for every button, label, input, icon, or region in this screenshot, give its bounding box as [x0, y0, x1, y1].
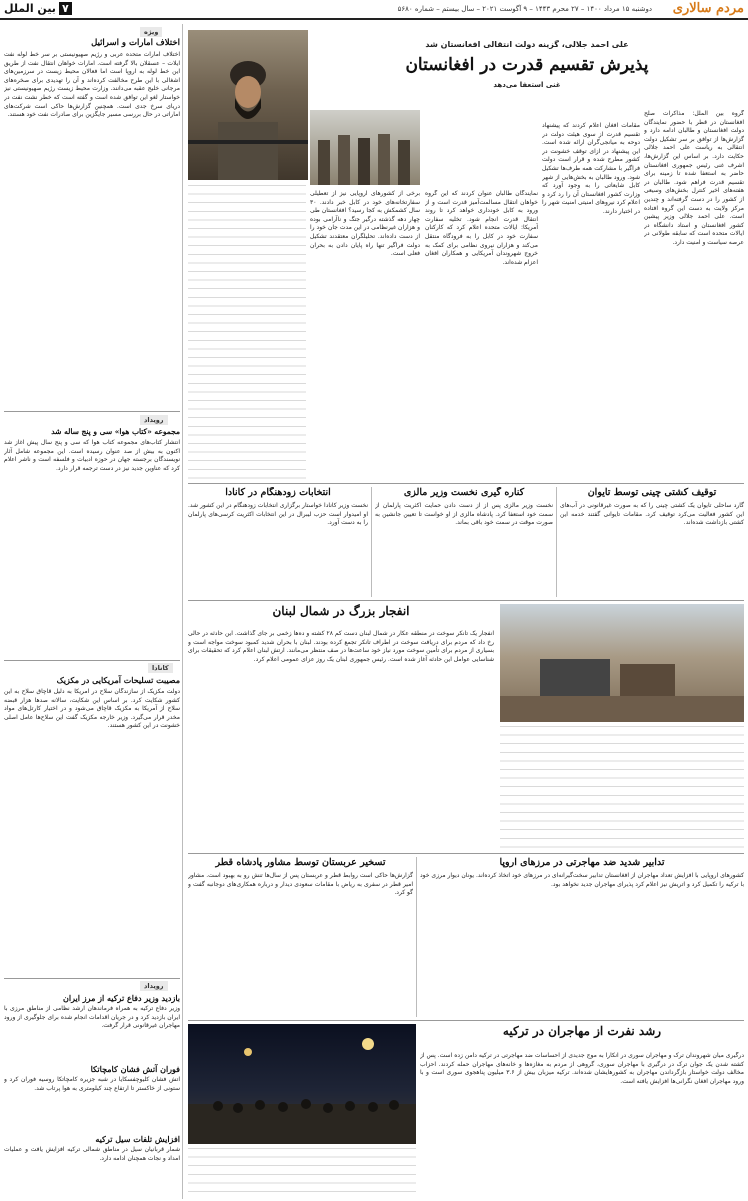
- divider: [188, 1020, 744, 1021]
- story-title: کناره گیری نخست وزیر مالزی: [403, 487, 525, 498]
- story-title: فوران آتش فشان کامچاتکا: [90, 1064, 180, 1074]
- story-text: انتشار کتاب‌های مجموعه کتاب هوا که سی و پنج سال پیش آغاز شد اکنون به بیش از صد عنوان رسیده است. این مجموعه شامل آثار نویسندگان برجسته جهان در حوزه ادبیات و فلسفه است و ناشر اعلام کرد که عناوین جدید نیز در دست ترجمه قرار دارد.: [4, 439, 180, 472]
- story-text: شمار قربانیان سیل در مناطق شمالی ترکیه افزایش یافت و عملیات امداد و نجات همچنان ادامه دارد.: [4, 1146, 180, 1162]
- lead-header: [312, 40, 742, 120]
- story-title: افزایش تلفات سیل ترکیه: [95, 1134, 180, 1144]
- sidebar-story-1: [4, 38, 180, 408]
- story-title: مجموعه «کتاب هوا» سی و پنج ساله شد: [51, 427, 180, 436]
- lebanon-header: [188, 604, 494, 626]
- divider: [188, 853, 744, 854]
- story-text: کشورهای اروپایی با افزایش تعداد مهاجران از افغانستان تدابیر سخت‌گیرانه‌ای در مرزهای خود اتخاذ کرده‌اند. یونان دیوار مرزی خود با ترکیه را تکمیل کرد و اتریش نیز اعلام کرد پذیرای مهاجران جدید نخواهد بود.: [420, 872, 744, 888]
- turkey-headline: رشد نفرت از مهاجران در ترکیه: [502, 1024, 662, 1038]
- divider: [4, 660, 180, 661]
- lebanon-headline: انفجار بزرگ در شمال لبنان: [272, 604, 410, 618]
- lead-col-5: [188, 185, 306, 480]
- story-text: آتش فشان کلیوچفسکایا در شبه جزیره کامچاتکا روسیه فوران کرد و ستونی از خاکستر تا ارتفاع چند کیلومتری به هوا پرتاب شد.: [4, 1076, 180, 1092]
- story-text: گزارش‌ها حاکی است روابط قطر و عربستان پس از سال‌ها تنش رو به بهبود است. مشاور امیر قطر در سفری به ریاض با مقامات سعودی دیدار و درباره همکاری‌های دوجانبه گفت و گو کرد.: [188, 872, 413, 897]
- lead-photo-2: [310, 110, 420, 185]
- sidebar-story-2: [4, 427, 180, 657]
- story-title: تسخیر عربستان توسط مشاور پادشاه قطر: [215, 857, 386, 868]
- taiwan-story: [560, 487, 744, 597]
- story-text: گارد ساحلی تایوان یک کشتی چینی را که به صورت غیرقانونی در آب‌های این کشور فعالیت می‌کرد توقیف کرد. مقامات تایوانی گفتند خدمه این کشتی بازداشت شده‌اند.: [560, 502, 744, 527]
- turkey-header: [420, 1024, 744, 1048]
- europe-migration-story: [420, 857, 744, 1017]
- malaysia-story: [375, 487, 553, 597]
- fighter-image: [188, 30, 308, 180]
- divider: [556, 487, 557, 597]
- explosion-site-image: [500, 604, 744, 722]
- lead-byline: غنی استعفا می‌دهد: [493, 81, 561, 89]
- sidebar-tag: ویژه: [140, 27, 162, 37]
- story-text: نخست وزیر مالزی پس از از دست دادن حمایت اکثریت پارلمان از سمت خود استعفا کرد. پادشاه مالزی از او خواست تا تعیین جانشین به صورت موقت در سمت خود باقی بماند.: [375, 502, 553, 527]
- crowd-image: [310, 110, 420, 185]
- newspaper-logo: مردم سالاری: [672, 1, 744, 16]
- sidebar-story-4: [4, 993, 180, 1061]
- sidebar-story-5: [4, 1064, 180, 1132]
- lead-kicker: علی احمد جلالی، گزینه دولت انتقالی افغانستان شد: [425, 40, 629, 49]
- story-text: اختلاف امارات متحده عربی و رژیم صهیونیستی بر سر خط لوله نفت ایلات – عسقلان بالا گرفته است. امارات خواهان انتقال نفت از طریق این خط لوله به اروپا است اما فعالان محیط زیست در سرزمین‌های اشغالی با این طرح مخالفت کرده‌اند و آن را تهدیدی برای صخره‌های مرجانی خلیج عقبه می‌دانند. وزارت محیط زیست رژیم صهیونیستی نیز خواستار لغو این توافق شده است و گفته است که خطر نشت نفت در دریای سرخ جدی است. همچنین گزارش‌ها حاکی است شرکت‌های اماراتی در حال بررسی مسیر جایگزین برای صادرات نفت خود هستند.: [4, 51, 180, 119]
- lead-headline: پذیرش تقسیم قدرت در افغانستان: [405, 55, 649, 75]
- lead-col-4: برخی از کشورهای اروپایی نیز از تعطیلی سفارتخانه‌های خود در کابل خبر دادند. ۳۰ سال کشمکش به کجا رسید؟ افغانستان طی چهار دهه گذشته درگیر جنگ و ناآرامی بوده و هزاران غیرنظامی در این مدت جان خود را از دست داده‌اند. تحلیلگران معتقدند تشکیل دولت فراگیر تنها راه پایان دادن به بحران فعلی است.: [310, 190, 420, 258]
- masthead: [0, 0, 748, 20]
- divider: [188, 483, 744, 484]
- story-title: انتخابات زودهنگام در کانادا: [225, 487, 331, 498]
- lead-col-3: نمایندگان طالبان عنوان کردند که این گروه خواهان انتقال مسالمت‌آمیز قدرت است و از ورود به کابل خودداری خواهد کرد تا روند انتقال قدرت انجام شود. تخلیه سفارت آمریکا: ایالات متحده اعلام کرد که کارکنان سفارت خود در کابل را به فرودگاه منتقل می‌کند و هزاران نیروی نظامی برای کمک به خروج شهروندان آمریکایی و همکاران افغان اعزام شده‌اند.: [425, 190, 538, 266]
- story-title: توقیف کشتی چینی توسط تایوان: [587, 487, 717, 498]
- divider: [188, 600, 744, 601]
- divider: [371, 487, 372, 597]
- canada-story: [188, 487, 368, 597]
- lead-col-1: گروه بین الملل: مذاکرات صلح افغانستان در قطر با حضور نمایندگان دولت افغانستان و طالبان ادامه دارد و گزارش‌ها از توافق بر سر تشکیل دولت انتقالی به ریاست علی احمد جلالی حکایت دارد. بر اساس این گزارش‌ها، اشرف غنی رئیس جمهوری افغانستان حاضر به استعفا شده تا زمینه برای تقسیم قدرت فراهم شود. طالبان در هفته‌های اخیر کنترل بخش‌های وسیعی از کشور را در دست گرفته‌اند و چندین مرکز ولایت به دست این گروه افتاده است. علی احمد جلالی وزیر پیشین کشور افغانستان و استاد دانشگاه در ایالات متحده است که سابقه طولانی در عرصه سیاست و امنیت دارد.: [644, 110, 744, 246]
- night-crowd-image: [188, 1024, 416, 1144]
- story-title: اختلاف امارات و اسرائیل: [91, 38, 180, 48]
- lead-col-2: مقامات افغان اعلام کردند که پیشنهاد تقسیم قدرت از سوی هیئت دولت در دوحه به میانجی‌گران ارائه شده است. این پیشنهاد در ازای توقف خشونت در کشور مطرح شده و قرار است دولت فراگیر با مشارکت همه طرف‌ها تشکیل شود. ورود طالبان به بخش‌هایی از شهر کابل شایعاتی را به وجود آورد که وزارت کشور افغانستان آن را رد کرد و اعلام کرد نیروهای امنیتی امنیت شهر را در اختیار دارند.: [542, 122, 640, 215]
- story-text: نخست وزیر کانادا خواستار برگزاری انتخابات زودهنگام در این کشور شد. او امیدوار است حزب لیبرال در این انتخابات اکثریت کرسی‌های پارلمان را به دست آورد.: [188, 502, 368, 527]
- story-title: تدابیر شدید ضد مهاجرتی در مرزهای اروپا: [499, 857, 665, 868]
- sidebar-story-6: [4, 1134, 180, 1198]
- lebanon-text-2: [500, 726, 744, 850]
- sidebar-story-3: [4, 675, 180, 975]
- divider: [4, 978, 180, 979]
- lebanon-photo: [500, 604, 744, 722]
- issue-info: دوشنبه ۱۵ مرداد ۱۴۰۰ – ۲۷ محرم ۱۴۴۳ – ۹ آگوست ۲۰۲۱ – سال بیستم – شماره ۵۶۸۰: [397, 5, 652, 13]
- lebanon-text: انفجار یک تانکر سوخت در منطقه عکار در شمال لبنان دست کم ۲۸ کشته و ده‌ها زخمی بر جای گذاشت. این حادثه در حالی رخ داد که مردم برای دریافت سوخت در اطراف تانکر تجمع کرده بودند. لبنان با بحران شدید کمبود سوخت مواجه است و بسیاری از مردم برای تأمین سوخت مورد نیاز خود ساعت‌ها در صف منتظر می‌مانند. ارتش لبنان اعلام کرد که تحقیقات برای شناسایی عوامل این حادثه آغاز شده است. رئیس جمهوری لبنان یک روز عزای عمومی اعلام کرد.: [188, 630, 494, 663]
- sidebar-tag: کانادا: [148, 663, 173, 673]
- story-title: بازدید وزیر دفاع ترکیه از مرز ایران: [63, 993, 180, 1003]
- section-label: [4, 2, 72, 15]
- story-text: دولت مکزیک از سازندگان سلاح در آمریکا به دلیل قاچاق سلاح به این کشور شکایت کرد. بر اساس این شکایت، سالانه صدها هزار قبضه سلاح از آمریکا به مکزیک قاچاق می‌شود و در اختیار کارتل‌های مواد مخدر قرار می‌گیرد. وزیر خارجه مکزیک گفت این سلاح‌ها عامل اصلی خشونت در این کشور هستند.: [4, 688, 180, 730]
- sidebar-tag: رویداد: [140, 415, 168, 425]
- turkey-photo: [188, 1024, 416, 1144]
- section-name: بین الملل: [4, 2, 56, 15]
- divider: [4, 411, 180, 412]
- sidebar-tag: رویداد: [140, 981, 168, 991]
- story-title: مصیبت تسلیحات آمریکایی در مکزیک: [56, 675, 180, 685]
- qatar-story: [188, 857, 413, 1017]
- divider: [416, 857, 417, 1017]
- story-text: وزیر دفاع ترکیه به همراه فرماندهان ارشد نظامی از مناطق مرزی با ایران بازدید کرد و در جریان اقدامات انجام شده برای جلوگیری از ورود مهاجران غیرقانونی قرار گرفت.: [4, 1005, 180, 1030]
- turkey-text-2: [188, 1148, 416, 1198]
- turkey-text: درگیری میان شهروندان ترک و مهاجران سوری در آنکارا به موج جدیدی از احساسات ضد مهاجرتی در ترکیه دامن زده است. پس از کشته شدن یک جوان ترک در درگیری با مهاجران سوری، گروهی از مردم به مغازه‌ها و خانه‌های مهاجران حمله کردند. احزاب مخالف دولت خواستار بازگرداندن مهاجران به کشورهایشان شده‌اند. ترکیه میزبان بیش از ۳.۶ میلیون پناهجوی سوری است و با ورود مهاجران افغان نگرانی‌ها افزایش یافته است.: [420, 1052, 744, 1085]
- page-number: ۷: [59, 2, 72, 15]
- sidebar-divider: [182, 24, 183, 1199]
- lead-photo: [188, 30, 308, 180]
